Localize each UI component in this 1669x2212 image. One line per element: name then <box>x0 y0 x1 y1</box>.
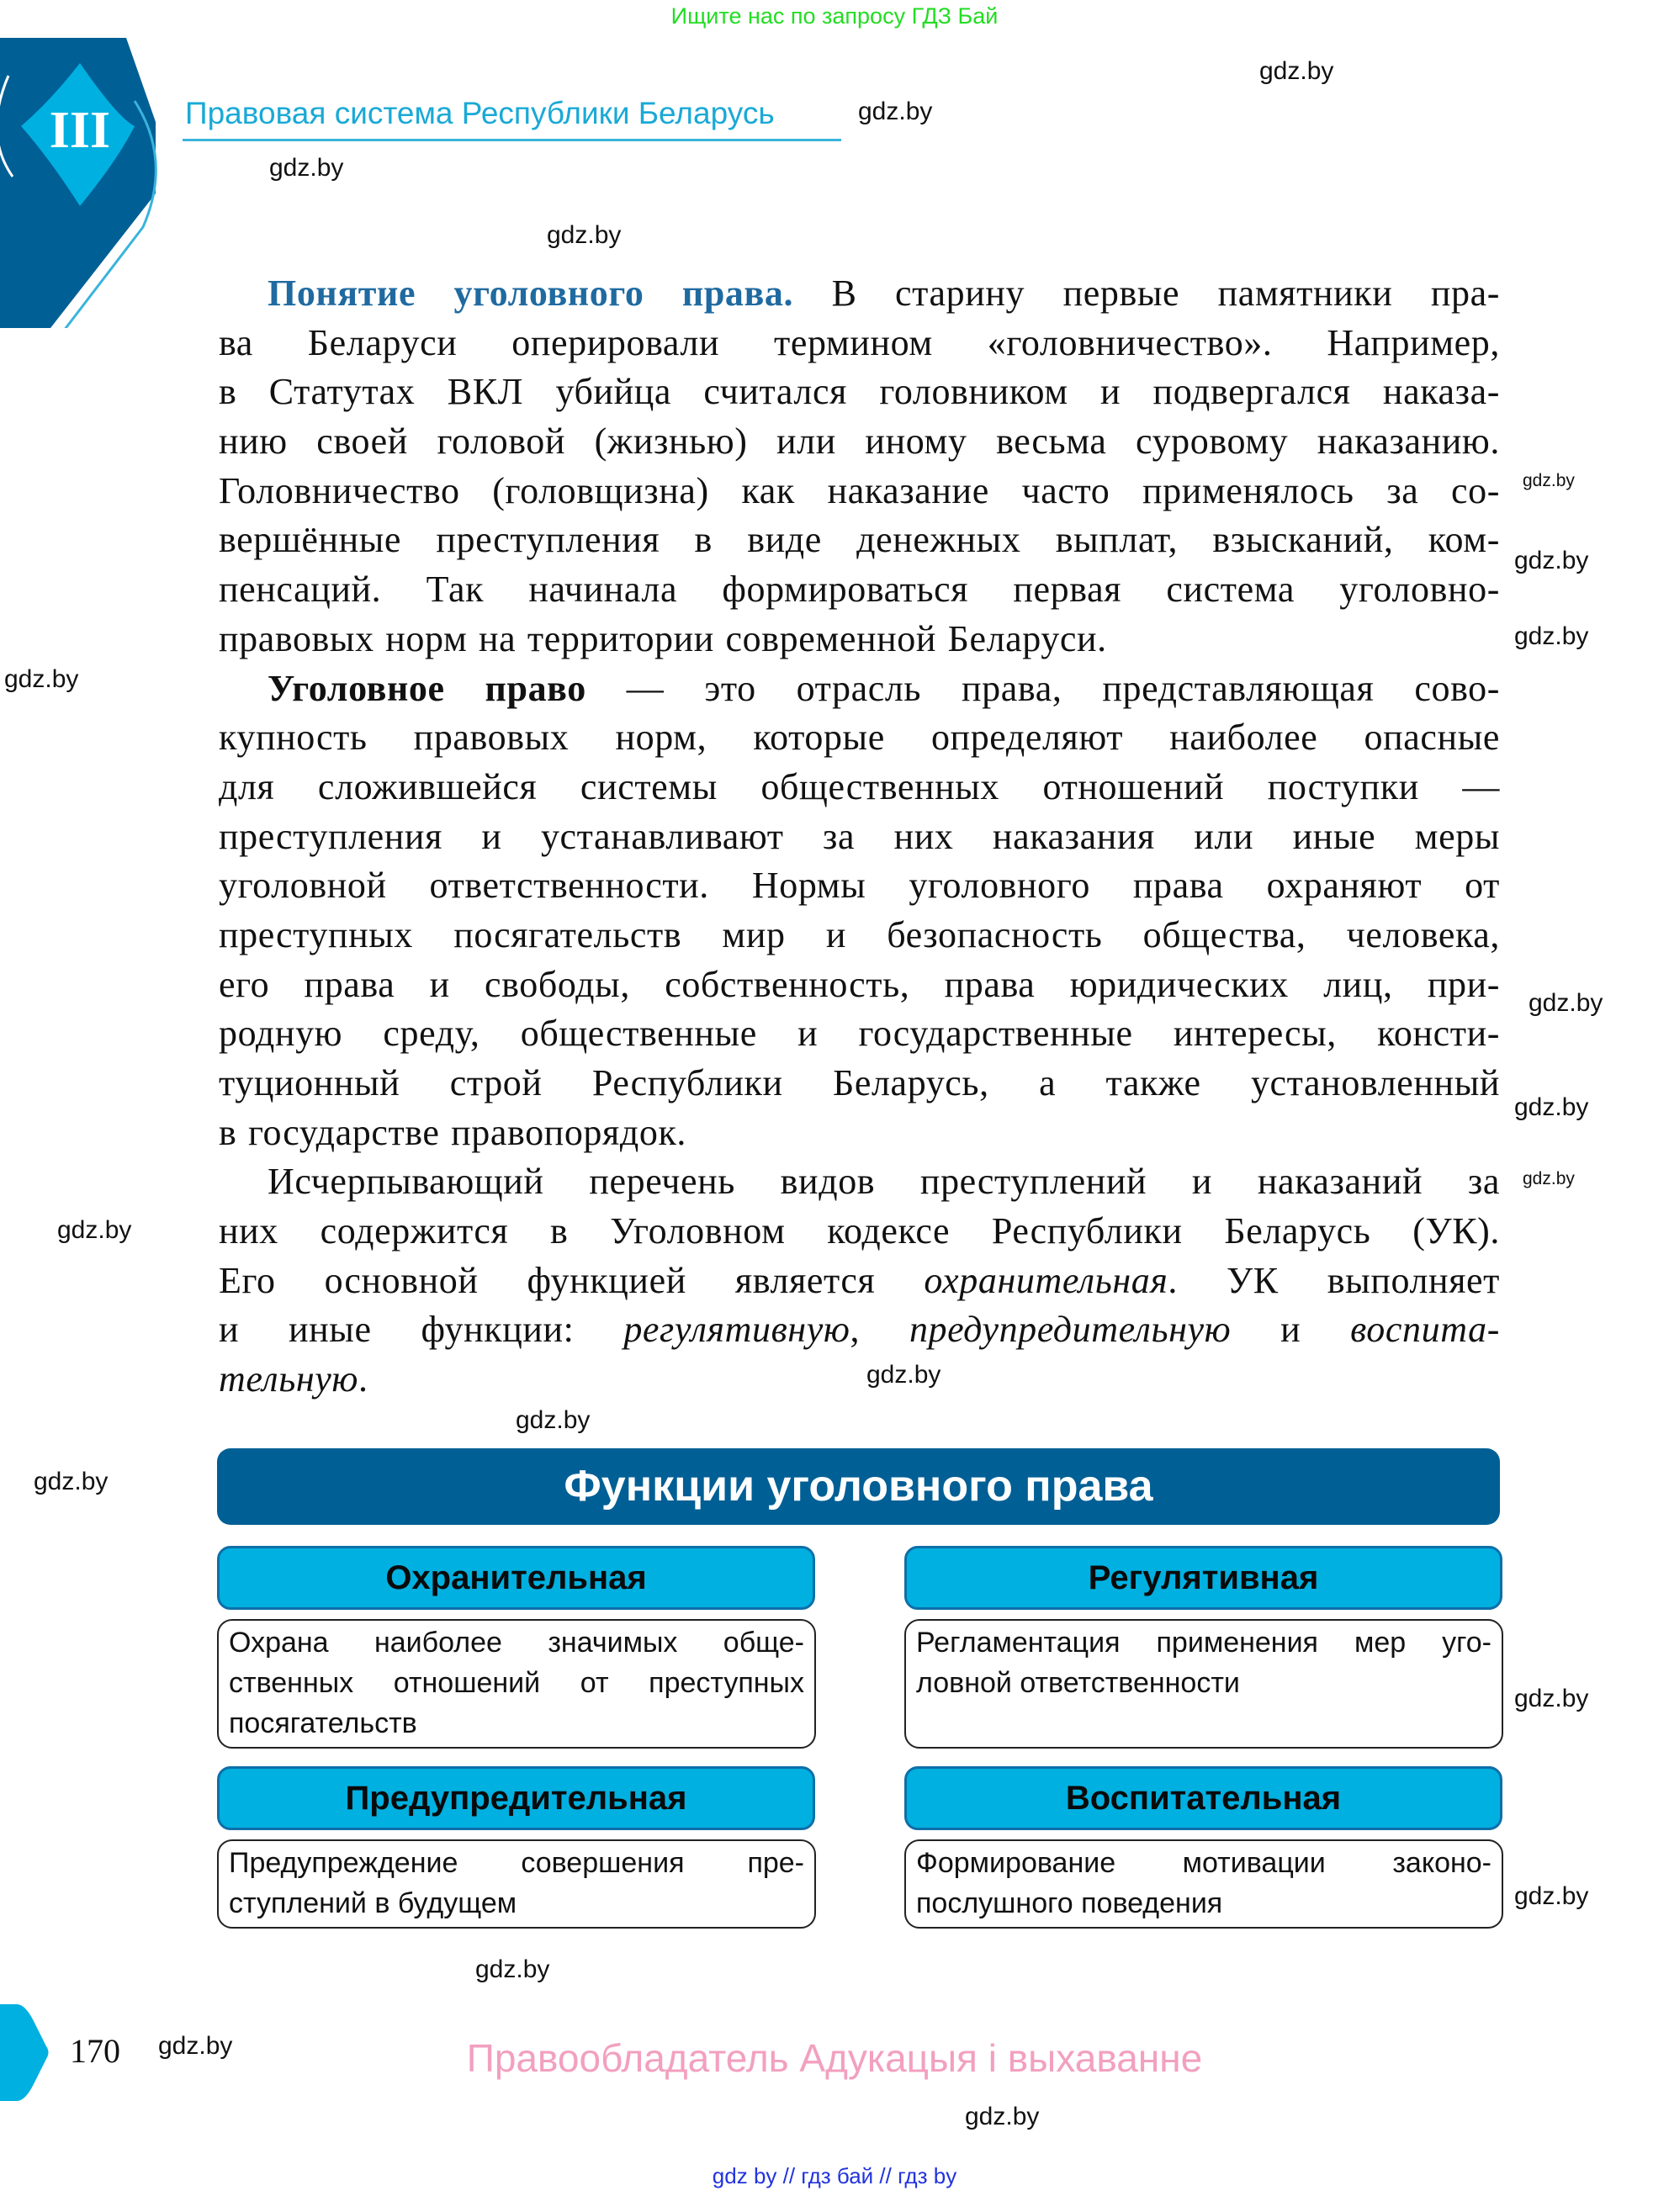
watermark: gdz.by <box>965 2103 1040 2130</box>
text-segment: , <box>850 1309 909 1351</box>
text-segment: вершённые преступления в виде денежных выплат, взысканий, ком- <box>219 519 1500 561</box>
text-line <box>219 1109 1500 1158</box>
watermark: gdz.by <box>1514 622 1589 650</box>
watermark: gdz.by <box>866 1361 941 1389</box>
text-line <box>219 960 1500 1010</box>
text-segment: в государстве правопорядок. <box>219 1111 687 1153</box>
text-segment: его права и свободы, собственность, права юридических лиц, при- <box>219 963 1500 1005</box>
text-segment: для сложившейся системы общественных отношений поступки — <box>219 765 1500 807</box>
search-banner[interactable]: Ищите нас по запросу ГДЗ Бай <box>670 3 999 29</box>
text-line <box>219 1355 1500 1405</box>
text-line <box>219 812 1500 862</box>
text-segment: нию своей головой (жизнью) или иному весьма суровому наказанию. <box>219 421 1500 463</box>
function-heading-regulatory: Регулятивная <box>904 1546 1502 1610</box>
text-segment: купность правовых норм, которые определяют наиболее опасные <box>219 717 1500 759</box>
text-line <box>219 319 1500 368</box>
term-heading: Понятие уголовного права. <box>268 273 794 314</box>
emphasis-text: охранительная <box>924 1259 1168 1301</box>
emphasis-text: воспита- <box>1350 1309 1500 1351</box>
chapter-divider <box>183 139 841 141</box>
text-segment: и иные функции: <box>219 1309 624 1351</box>
emphasis-text: предупредительную <box>909 1309 1232 1351</box>
text-line <box>219 1207 1500 1257</box>
watermark: gdz.by <box>57 1216 132 1244</box>
chapter-numeral: III <box>49 102 111 159</box>
watermark: gdz.by <box>269 154 344 182</box>
text-segment: туционный строй Республики Беларусь, а также установленный <box>219 1062 1500 1103</box>
text-line <box>219 516 1500 565</box>
text-segment: уголовной ответственности. Нормы уголовного права охраняют от <box>219 865 1500 907</box>
emphasis-text: тельную <box>219 1358 358 1400</box>
text-line <box>219 664 1500 714</box>
text-line <box>219 1305 1500 1355</box>
text-segment: правовых норм на территории современной Беларуси. <box>219 617 1107 659</box>
text-segment: родную среду, общественные и государственные интересы, консти- <box>219 1013 1500 1055</box>
chapter-badge <box>0 34 168 328</box>
watermark: gdz.by <box>1523 471 1575 490</box>
page-number: 170 <box>70 2032 120 2070</box>
paragraph <box>219 664 1500 1158</box>
emphasis-text: регулятивную <box>623 1309 850 1351</box>
text-segment: . УК выполняет <box>1168 1259 1500 1301</box>
text-segment: . <box>358 1358 368 1400</box>
watermark: gdz.by <box>1514 1685 1589 1712</box>
function-heading-protective: Охранительная <box>217 1546 815 1610</box>
text-segment: преступления и устанавливают за них наказания или иные меры <box>219 815 1500 857</box>
watermark: gdz.by <box>158 2032 233 2060</box>
text-line <box>219 269 1500 319</box>
watermark: gdz.by <box>1514 1093 1589 1121</box>
text-line <box>219 417 1500 467</box>
text-segment: и <box>1231 1309 1351 1351</box>
function-heading-preventive: Предупредительная <box>217 1766 815 1830</box>
text-segment: пенсаций. Так начинала формироваться первая система уголовно- <box>219 569 1500 611</box>
watermark: gdz.by <box>1529 989 1603 1017</box>
bottom-links[interactable]: gdz by // гдз бай // гдз by <box>712 2163 957 2188</box>
text-segment: — это отрасль права, представляющая сово- <box>585 667 1500 709</box>
watermark: gdz.by <box>1523 1169 1575 1188</box>
text-line <box>219 1157 1500 1207</box>
function-desc-regulatory: Регламентация применения мер уго-ловной ответственности <box>904 1619 1503 1749</box>
body-text <box>219 269 1500 1405</box>
function-desc-educational: Формирование мотивации законо-послушного поведения <box>904 1839 1503 1929</box>
text-segment: в Статутах ВКЛ убийца считался головником и подвергался наказа- <box>219 371 1500 413</box>
text-line <box>219 368 1500 417</box>
text-segment: преступных посягательств мир и безопасность общества, человека, <box>219 913 1500 955</box>
text-line <box>219 467 1500 516</box>
watermark: gdz.by <box>475 1955 550 1983</box>
text-line <box>219 911 1500 960</box>
text-segment: Исчерпывающий перечень видов преступлений и наказаний за <box>268 1161 1500 1203</box>
rights-holder: Правообладатель Адукацыя і выхаванне <box>466 2036 1203 2080</box>
text-segment: В старину первые памятники пра- <box>793 273 1500 314</box>
text-line <box>219 1009 1500 1059</box>
watermark: gdz.by <box>516 1406 591 1434</box>
text-line <box>219 1257 1500 1306</box>
watermark: gdz.by <box>858 98 933 125</box>
chapter-title: Правовая система Республики Беларусь <box>185 96 775 130</box>
text-line <box>219 615 1500 664</box>
text-line <box>219 861 1500 911</box>
text-segment: ва Беларуси оперировали термином «головничество». Например, <box>219 321 1500 363</box>
text-line <box>219 763 1500 812</box>
paragraph <box>219 1157 1500 1404</box>
watermark: gdz.by <box>34 1468 109 1495</box>
watermark: gdz.by <box>547 221 622 249</box>
text-segment: Его основной функцией является <box>219 1259 925 1301</box>
text-segment: них содержится в Уголовном кодексе Республики Беларусь (УК). <box>219 1210 1500 1252</box>
function-desc-protective: Охрана наиболее значимых обще-ственных отношений от преступных посягательств <box>217 1619 816 1749</box>
text-segment: Головничество (головщизна) как наказание часто применялось за со- <box>219 469 1500 511</box>
watermark: gdz.by <box>1514 1882 1589 1910</box>
watermark: gdz.by <box>4 665 79 693</box>
watermark: gdz.by <box>1259 57 1334 85</box>
text-line <box>219 713 1500 763</box>
term-heading: Уголовное право <box>268 667 586 709</box>
text-line <box>219 565 1500 615</box>
watermark: gdz.by <box>1514 547 1589 574</box>
function-heading-educational: Воспитательная <box>904 1766 1502 1830</box>
diagram-title: Функции уголовного права <box>217 1448 1500 1525</box>
function-desc-preventive: Предупреждение совершения пре-ступлений в будущем <box>217 1839 816 1929</box>
text-line <box>219 1059 1500 1109</box>
paragraph <box>219 269 1500 664</box>
